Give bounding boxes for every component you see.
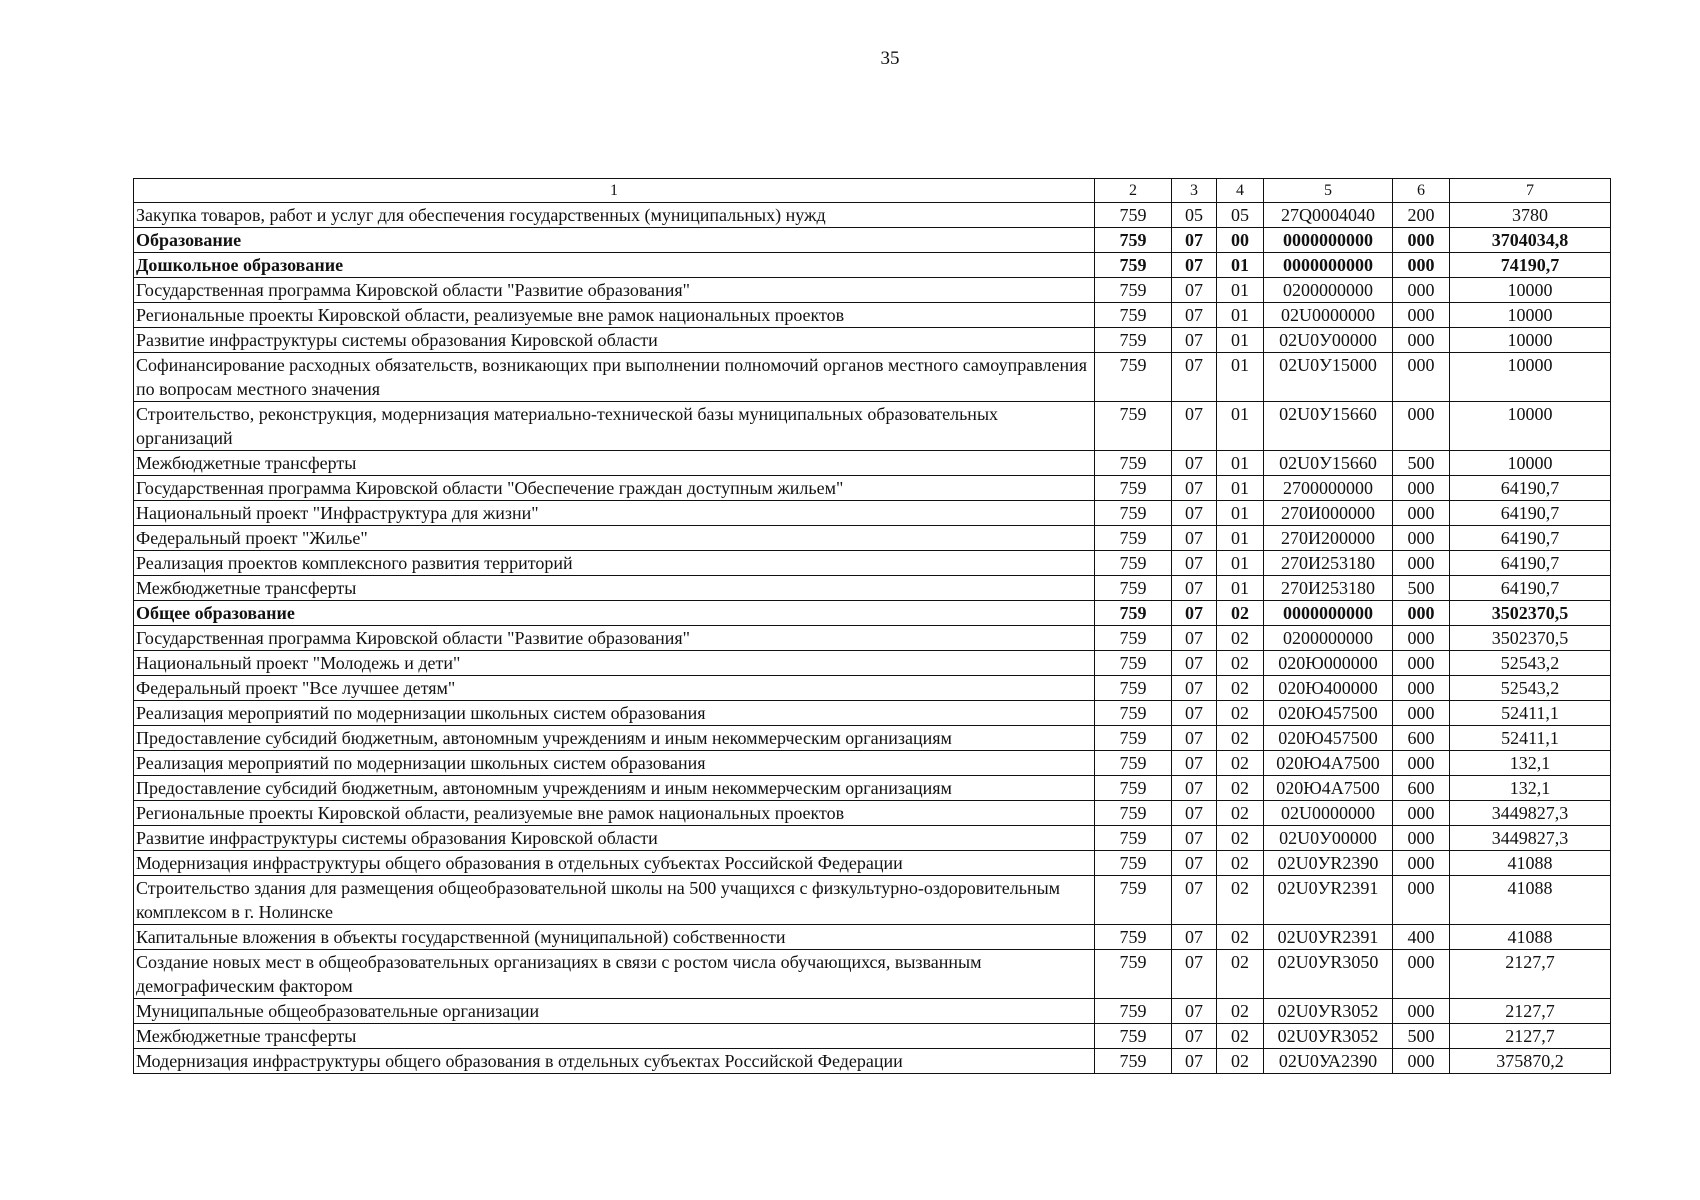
- row-target-code-cell: 02U0У15000: [1264, 353, 1393, 402]
- row-code-cell: 759: [1095, 353, 1172, 402]
- row-target-code-cell: 02U0000000: [1264, 303, 1393, 328]
- row-name-cell: Национальный проект "Инфраструктура для жизни": [134, 501, 1095, 526]
- table-row: [134, 651, 1611, 676]
- table-row: [134, 826, 1611, 851]
- row-name-cell: Межбюджетные трансферты: [134, 451, 1095, 476]
- row-subsection-cell: 01: [1217, 576, 1264, 601]
- row-amount-cell: 10000: [1450, 328, 1611, 353]
- table-body: [134, 203, 1611, 1074]
- row-expense-type-cell: 000: [1393, 626, 1450, 651]
- row-expense-type-cell: 000: [1393, 701, 1450, 726]
- row-name-cell: Реализация проектов комплексного развития территорий: [134, 551, 1095, 576]
- row-target-code-cell: 02U0УR2390: [1264, 851, 1393, 876]
- row-target-code-cell: 020Ю4А7500: [1264, 751, 1393, 776]
- row-name-cell: Строительство, реконструкция, модернизация материально-технической базы муниципальных образовательных организаций: [134, 402, 1095, 451]
- header-cell: 3: [1172, 179, 1217, 203]
- row-target-code-cell: 02U0У00000: [1264, 826, 1393, 851]
- row-code-cell: 759: [1095, 476, 1172, 501]
- row-target-code-cell: 0000000000: [1264, 601, 1393, 626]
- row-section-cell: 07: [1172, 676, 1217, 701]
- row-amount-cell: 41088: [1450, 925, 1611, 950]
- row-name-cell: Государственная программа Кировской области "Развитие образования": [134, 278, 1095, 303]
- row-amount-cell: 64190,7: [1450, 551, 1611, 576]
- row-subsection-cell: 01: [1217, 328, 1264, 353]
- row-name-cell: Капитальные вложения в объекты государственной (муниципальной) собственности: [134, 925, 1095, 950]
- row-name-cell: Предоставление субсидий бюджетным, автономным учреждениям и иным некоммерческим организациям: [134, 776, 1095, 801]
- row-code-cell: 759: [1095, 726, 1172, 751]
- row-target-code-cell: 0200000000: [1264, 278, 1393, 303]
- row-subsection-cell: 01: [1217, 551, 1264, 576]
- row-subsection-cell: 02: [1217, 676, 1264, 701]
- row-amount-cell: 3780: [1450, 203, 1611, 228]
- row-name-cell: Закупка товаров, работ и услуг для обеспечения государственных (муниципальных) нужд: [134, 203, 1095, 228]
- row-code-cell: 759: [1095, 950, 1172, 999]
- row-code-cell: 759: [1095, 576, 1172, 601]
- row-code-cell: 759: [1095, 801, 1172, 826]
- row-expense-type-cell: 000: [1393, 826, 1450, 851]
- row-subsection-cell: 01: [1217, 253, 1264, 278]
- row-expense-type-cell: 000: [1393, 303, 1450, 328]
- row-expense-type-cell: 600: [1393, 776, 1450, 801]
- row-section-cell: 07: [1172, 303, 1217, 328]
- row-code-cell: 759: [1095, 751, 1172, 776]
- row-subsection-cell: 02: [1217, 950, 1264, 999]
- table-row: [134, 1024, 1611, 1049]
- row-subsection-cell: 02: [1217, 776, 1264, 801]
- row-expense-type-cell: 000: [1393, 402, 1450, 451]
- row-expense-type-cell: 000: [1393, 526, 1450, 551]
- row-amount-cell: 10000: [1450, 451, 1611, 476]
- row-section-cell: 07: [1172, 1049, 1217, 1074]
- row-code-cell: 759: [1095, 826, 1172, 851]
- row-amount-cell: 52543,2: [1450, 651, 1611, 676]
- table-header-row: [134, 179, 1611, 203]
- row-amount-cell: 3449827,3: [1450, 801, 1611, 826]
- row-section-cell: 07: [1172, 876, 1217, 925]
- row-name-cell: Создание новых мест в общеобразовательных организациях в связи с ростом числа обучающихся, вызванным демографическим фактором: [134, 950, 1095, 999]
- row-amount-cell: 41088: [1450, 876, 1611, 925]
- row-name-cell: Модернизация инфраструктуры общего образования в отдельных субъектах Российской Федерации: [134, 1049, 1095, 1074]
- table-row: [134, 576, 1611, 601]
- row-code-cell: 759: [1095, 203, 1172, 228]
- row-target-code-cell: 0000000000: [1264, 228, 1393, 253]
- row-name-cell: Развитие инфраструктуры системы образования Кировской области: [134, 328, 1095, 353]
- row-code-cell: 759: [1095, 228, 1172, 253]
- row-section-cell: 07: [1172, 353, 1217, 402]
- row-expense-type-cell: 500: [1393, 1024, 1450, 1049]
- row-expense-type-cell: 000: [1393, 651, 1450, 676]
- row-expense-type-cell: 400: [1393, 925, 1450, 950]
- row-expense-type-cell: 000: [1393, 328, 1450, 353]
- table-row: [134, 402, 1611, 451]
- row-code-cell: 759: [1095, 402, 1172, 451]
- header-cell: 2: [1095, 179, 1172, 203]
- table-row: [134, 751, 1611, 776]
- row-section-cell: 07: [1172, 253, 1217, 278]
- row-expense-type-cell: 000: [1393, 353, 1450, 402]
- row-subsection-cell: 01: [1217, 476, 1264, 501]
- row-amount-cell: 2127,7: [1450, 999, 1611, 1024]
- row-target-code-cell: 2700000000: [1264, 476, 1393, 501]
- row-amount-cell: 74190,7: [1450, 253, 1611, 278]
- row-amount-cell: 64190,7: [1450, 501, 1611, 526]
- row-target-code-cell: 02U0УR3052: [1264, 999, 1393, 1024]
- row-target-code-cell: 02U0УR2391: [1264, 925, 1393, 950]
- row-expense-type-cell: 000: [1393, 801, 1450, 826]
- row-section-cell: 07: [1172, 851, 1217, 876]
- row-code-cell: 759: [1095, 303, 1172, 328]
- row-expense-type-cell: 500: [1393, 576, 1450, 601]
- table-row: [134, 601, 1611, 626]
- table-row: [134, 626, 1611, 651]
- row-target-code-cell: 270И200000: [1264, 526, 1393, 551]
- row-code-cell: 759: [1095, 1024, 1172, 1049]
- row-section-cell: 07: [1172, 925, 1217, 950]
- row-target-code-cell: 02U0000000: [1264, 801, 1393, 826]
- row-subsection-cell: 02: [1217, 925, 1264, 950]
- row-expense-type-cell: 000: [1393, 999, 1450, 1024]
- row-amount-cell: 10000: [1450, 278, 1611, 303]
- table-row: [134, 950, 1611, 999]
- row-amount-cell: 52543,2: [1450, 676, 1611, 701]
- row-name-cell: Общее образование: [134, 601, 1095, 626]
- row-code-cell: 759: [1095, 1049, 1172, 1074]
- row-code-cell: 759: [1095, 526, 1172, 551]
- page-number: 35: [880, 48, 900, 69]
- row-section-cell: 07: [1172, 601, 1217, 626]
- row-subsection-cell: 02: [1217, 999, 1264, 1024]
- row-subsection-cell: 02: [1217, 1049, 1264, 1074]
- row-amount-cell: 132,1: [1450, 776, 1611, 801]
- row-subsection-cell: 02: [1217, 851, 1264, 876]
- row-expense-type-cell: 000: [1393, 253, 1450, 278]
- table-row: [134, 999, 1611, 1024]
- row-target-code-cell: 020Ю457500: [1264, 701, 1393, 726]
- row-subsection-cell: 01: [1217, 526, 1264, 551]
- row-amount-cell: 2127,7: [1450, 1024, 1611, 1049]
- row-name-cell: Дошкольное образование: [134, 253, 1095, 278]
- row-subsection-cell: 00: [1217, 228, 1264, 253]
- row-code-cell: 759: [1095, 501, 1172, 526]
- row-target-code-cell: 020Ю000000: [1264, 651, 1393, 676]
- row-target-code-cell: 020Ю400000: [1264, 676, 1393, 701]
- row-name-cell: Предоставление субсидий бюджетным, автономным учреждениям и иным некоммерческим организациям: [134, 726, 1095, 751]
- row-name-cell: Модернизация инфраструктуры общего образования в отдельных субъектах Российской Федерации: [134, 851, 1095, 876]
- row-section-cell: 07: [1172, 576, 1217, 601]
- row-target-code-cell: 020Ю4А7500: [1264, 776, 1393, 801]
- row-amount-cell: 52411,1: [1450, 701, 1611, 726]
- row-name-cell: Развитие инфраструктуры системы образования Кировской области: [134, 826, 1095, 851]
- header-cell: 7: [1450, 179, 1611, 203]
- row-expense-type-cell: 000: [1393, 228, 1450, 253]
- row-code-cell: 759: [1095, 876, 1172, 925]
- row-subsection-cell: 01: [1217, 278, 1264, 303]
- row-amount-cell: 10000: [1450, 303, 1611, 328]
- row-expense-type-cell: 000: [1393, 601, 1450, 626]
- row-section-cell: 07: [1172, 826, 1217, 851]
- row-amount-cell: 64190,7: [1450, 526, 1611, 551]
- row-name-cell: Софинансирование расходных обязательств, возникающих при выполнении полномочий органов местного самоуправления по вопросам местного значения: [134, 353, 1095, 402]
- row-section-cell: 07: [1172, 801, 1217, 826]
- row-section-cell: 07: [1172, 278, 1217, 303]
- row-section-cell: 07: [1172, 751, 1217, 776]
- row-code-cell: 759: [1095, 278, 1172, 303]
- row-name-cell: Государственная программа Кировской области "Обеспечение граждан доступным жильем": [134, 476, 1095, 501]
- header-cell: 5: [1264, 179, 1393, 203]
- row-subsection-cell: 01: [1217, 303, 1264, 328]
- table-row: [134, 726, 1611, 751]
- row-amount-cell: 10000: [1450, 402, 1611, 451]
- row-name-cell: Государственная программа Кировской области "Развитие образования": [134, 626, 1095, 651]
- table-row: [134, 801, 1611, 826]
- table-row: [134, 303, 1611, 328]
- row-target-code-cell: 27Q0004040: [1264, 203, 1393, 228]
- row-expense-type-cell: 000: [1393, 1049, 1450, 1074]
- table-row: [134, 501, 1611, 526]
- row-amount-cell: 3704034,8: [1450, 228, 1611, 253]
- row-section-cell: 07: [1172, 551, 1217, 576]
- row-amount-cell: 41088: [1450, 851, 1611, 876]
- row-target-code-cell: 0200000000: [1264, 626, 1393, 651]
- row-code-cell: 759: [1095, 451, 1172, 476]
- row-subsection-cell: 02: [1217, 801, 1264, 826]
- row-expense-type-cell: 000: [1393, 950, 1450, 999]
- budget-table: [133, 178, 1611, 1074]
- row-target-code-cell: 020Ю457500: [1264, 726, 1393, 751]
- row-name-cell: Реализация мероприятий по модернизации школьных систем образования: [134, 751, 1095, 776]
- row-expense-type-cell: 000: [1393, 551, 1450, 576]
- table-row: [134, 476, 1611, 501]
- row-target-code-cell: 02U0УR2391: [1264, 876, 1393, 925]
- row-expense-type-cell: 000: [1393, 278, 1450, 303]
- row-section-cell: 07: [1172, 476, 1217, 501]
- table-row: [134, 876, 1611, 925]
- table-row: [134, 526, 1611, 551]
- row-name-cell: Федеральный проект "Жилье": [134, 526, 1095, 551]
- row-expense-type-cell: 600: [1393, 726, 1450, 751]
- row-amount-cell: 3502370,5: [1450, 601, 1611, 626]
- row-section-cell: 07: [1172, 651, 1217, 676]
- row-amount-cell: 64190,7: [1450, 576, 1611, 601]
- row-name-cell: Национальный проект "Молодежь и дети": [134, 651, 1095, 676]
- row-code-cell: 759: [1095, 651, 1172, 676]
- row-expense-type-cell: 200: [1393, 203, 1450, 228]
- row-subsection-cell: 02: [1217, 1024, 1264, 1049]
- row-target-code-cell: 02U0У00000: [1264, 328, 1393, 353]
- row-subsection-cell: 02: [1217, 876, 1264, 925]
- row-target-code-cell: 02U0У15660: [1264, 402, 1393, 451]
- row-name-cell: Муниципальные общеобразовательные организации: [134, 999, 1095, 1024]
- row-code-cell: 759: [1095, 253, 1172, 278]
- table-row: [134, 551, 1611, 576]
- table-row: [134, 353, 1611, 402]
- table-row: [134, 203, 1611, 228]
- row-section-cell: 07: [1172, 626, 1217, 651]
- row-target-code-cell: 02U0УR3050: [1264, 950, 1393, 999]
- table-row: [134, 925, 1611, 950]
- row-section-cell: 07: [1172, 526, 1217, 551]
- row-section-cell: 07: [1172, 501, 1217, 526]
- row-amount-cell: 52411,1: [1450, 726, 1611, 751]
- row-section-cell: 07: [1172, 451, 1217, 476]
- table-row: [134, 253, 1611, 278]
- row-target-code-cell: 0000000000: [1264, 253, 1393, 278]
- row-name-cell: Региональные проекты Кировской области, реализуемые вне рамок национальных проектов: [134, 303, 1095, 328]
- row-code-cell: 759: [1095, 626, 1172, 651]
- row-section-cell: 07: [1172, 701, 1217, 726]
- row-name-cell: Межбюджетные трансферты: [134, 576, 1095, 601]
- row-name-cell: Реализация мероприятий по модернизации школьных систем образования: [134, 701, 1095, 726]
- row-target-code-cell: 270И253180: [1264, 576, 1393, 601]
- table-row: [134, 676, 1611, 701]
- row-subsection-cell: 01: [1217, 353, 1264, 402]
- table-row: [134, 278, 1611, 303]
- row-subsection-cell: 02: [1217, 751, 1264, 776]
- table-row: [134, 228, 1611, 253]
- row-code-cell: 759: [1095, 776, 1172, 801]
- row-expense-type-cell: 000: [1393, 876, 1450, 925]
- row-amount-cell: 64190,7: [1450, 476, 1611, 501]
- row-subsection-cell: 01: [1217, 402, 1264, 451]
- row-name-cell: Региональные проекты Кировской области, реализуемые вне рамок национальных проектов: [134, 801, 1095, 826]
- row-expense-type-cell: 000: [1393, 501, 1450, 526]
- row-section-cell: 07: [1172, 1024, 1217, 1049]
- row-amount-cell: 3502370,5: [1450, 626, 1611, 651]
- row-subsection-cell: 01: [1217, 451, 1264, 476]
- row-subsection-cell: 02: [1217, 701, 1264, 726]
- row-code-cell: 759: [1095, 851, 1172, 876]
- row-name-cell: Образование: [134, 228, 1095, 253]
- row-code-cell: 759: [1095, 925, 1172, 950]
- row-amount-cell: 375870,2: [1450, 1049, 1611, 1074]
- table-row: [134, 328, 1611, 353]
- row-name-cell: Федеральный проект "Все лучшее детям": [134, 676, 1095, 701]
- row-code-cell: 759: [1095, 676, 1172, 701]
- header-cell: 6: [1393, 179, 1450, 203]
- row-section-cell: 07: [1172, 776, 1217, 801]
- row-section-cell: 07: [1172, 999, 1217, 1024]
- row-expense-type-cell: 000: [1393, 676, 1450, 701]
- header-cell: 1: [134, 179, 1095, 203]
- table-row: [134, 451, 1611, 476]
- row-subsection-cell: 02: [1217, 601, 1264, 626]
- row-expense-type-cell: 000: [1393, 751, 1450, 776]
- row-target-code-cell: 02U0У15660: [1264, 451, 1393, 476]
- table-row: [134, 776, 1611, 801]
- row-subsection-cell: 02: [1217, 626, 1264, 651]
- row-amount-cell: 10000: [1450, 353, 1611, 402]
- row-section-cell: 07: [1172, 328, 1217, 353]
- table-row: [134, 851, 1611, 876]
- row-expense-type-cell: 000: [1393, 851, 1450, 876]
- row-subsection-cell: 02: [1217, 651, 1264, 676]
- row-target-code-cell: 270И000000: [1264, 501, 1393, 526]
- row-name-cell: Межбюджетные трансферты: [134, 1024, 1095, 1049]
- row-target-code-cell: 270И253180: [1264, 551, 1393, 576]
- row-code-cell: 759: [1095, 328, 1172, 353]
- table-row: [134, 1049, 1611, 1074]
- row-name-cell: Строительство здания для размещения общеобразовательной школы на 500 учащихся с физкультурно-оздоровительным комплексом в г. Нолинске: [134, 876, 1095, 925]
- row-code-cell: 759: [1095, 701, 1172, 726]
- row-subsection-cell: 02: [1217, 826, 1264, 851]
- row-target-code-cell: 02U0УА2390: [1264, 1049, 1393, 1074]
- row-section-cell: 07: [1172, 402, 1217, 451]
- row-subsection-cell: 01: [1217, 501, 1264, 526]
- row-expense-type-cell: 500: [1393, 451, 1450, 476]
- row-expense-type-cell: 000: [1393, 476, 1450, 501]
- budget-table-container: [133, 178, 1610, 1074]
- row-section-cell: 05: [1172, 203, 1217, 228]
- row-section-cell: 07: [1172, 228, 1217, 253]
- row-code-cell: 759: [1095, 601, 1172, 626]
- row-amount-cell: 2127,7: [1450, 950, 1611, 999]
- header-cell: 4: [1217, 179, 1264, 203]
- row-section-cell: 07: [1172, 950, 1217, 999]
- row-code-cell: 759: [1095, 999, 1172, 1024]
- row-section-cell: 07: [1172, 726, 1217, 751]
- row-subsection-cell: 05: [1217, 203, 1264, 228]
- row-target-code-cell: 02U0УR3052: [1264, 1024, 1393, 1049]
- table-row: [134, 701, 1611, 726]
- row-subsection-cell: 02: [1217, 726, 1264, 751]
- row-code-cell: 759: [1095, 551, 1172, 576]
- row-amount-cell: 132,1: [1450, 751, 1611, 776]
- row-amount-cell: 3449827,3: [1450, 826, 1611, 851]
